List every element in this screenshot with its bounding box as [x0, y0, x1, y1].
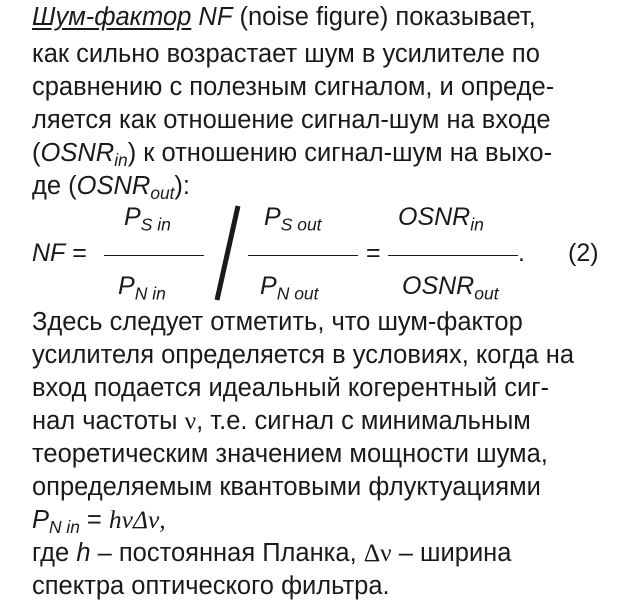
- subscript-n-out: N out: [276, 283, 319, 304]
- osnr-in-term: [40, 139, 128, 170]
- text-line-9: вход подается идеальный когерентный сиг-: [32, 374, 550, 402]
- text-fragment: где: [32, 539, 77, 567]
- text-line-2: как сильно возрастает шум в усилителе по: [32, 40, 540, 68]
- nf-equals: NF =: [32, 239, 87, 267]
- subscript-in: in: [114, 149, 128, 170]
- subscript-in: in: [470, 214, 484, 235]
- term-nf: NF: [198, 3, 233, 31]
- text-fragment: , т.е. сигнал с минимальным: [196, 407, 531, 435]
- power-symbol: P: [260, 272, 277, 300]
- equation-number: (2): [568, 239, 599, 267]
- text-line-10: [32, 406, 531, 436]
- power-symbol: P: [264, 203, 281, 231]
- osnr-label: OSNR: [402, 272, 475, 300]
- term-noise-factor: Шум-фактор: [32, 3, 192, 31]
- formula-line: [32, 505, 166, 542]
- text-fragment: – постоянная Планка,: [90, 539, 364, 567]
- equation-lhs: [32, 239, 86, 268]
- fraction-bar-2: [248, 255, 358, 256]
- text-line-8: усилителя определяется в условиях, когда на: [32, 341, 575, 369]
- power-symbol: P: [32, 506, 50, 534]
- equation-period: .: [518, 239, 525, 267]
- denominator-pn-in: [118, 272, 166, 304]
- frequency-symbol: ν: [184, 406, 197, 435]
- text-line-4: ляется как отношение сигнал-шум на входе: [32, 106, 551, 134]
- subscript-out: out: [150, 182, 175, 203]
- denominator-pn-out: [260, 272, 319, 304]
- fraction-bar-3: [388, 255, 518, 256]
- text-line-14: [32, 538, 511, 568]
- osnr-label: OSNR: [40, 139, 115, 167]
- text-line-3: сравнению с полезным сигналом, и опреде-: [32, 73, 555, 101]
- text-fragment: де (: [32, 172, 77, 200]
- power-symbol: P: [118, 272, 135, 300]
- osnr-label: OSNR: [76, 172, 151, 200]
- text-fragment: ):: [174, 172, 190, 200]
- subscript-s-out: S out: [280, 214, 322, 235]
- text-fragment: =: [79, 506, 109, 534]
- osnr-out-term: [76, 172, 175, 203]
- division-slash: [212, 203, 242, 303]
- numerator-ps-in: [124, 203, 171, 235]
- text-line-15: спектра оптического фильтра.: [32, 572, 390, 600]
- text-fragment: (: [32, 139, 41, 167]
- denominator-osnr-out: [402, 272, 499, 304]
- text-line-5: [32, 138, 552, 175]
- numerator-osnr-in: [398, 203, 484, 235]
- subscript-n-in: N in: [49, 516, 80, 537]
- text-fragment: (noise figure) показывает,: [232, 3, 536, 31]
- osnr-label: OSNR: [398, 203, 471, 231]
- bandwidth-symbol: Δν: [363, 538, 392, 567]
- power-symbol: P: [124, 203, 141, 231]
- subscript-out: out: [474, 283, 499, 304]
- text-line-1: [32, 2, 536, 32]
- text-line-12: определяемым квантовыми флуктуациями: [32, 473, 541, 501]
- text-line-11: теоретическим значением мощности шума,: [32, 440, 548, 468]
- subscript-n-in: N in: [134, 283, 166, 304]
- planck-symbol: h: [76, 539, 91, 567]
- equals-sign: =: [366, 239, 381, 267]
- formula-rhs: hνΔν,: [108, 505, 166, 534]
- fraction-bar-1: [104, 255, 204, 256]
- text-fragment: ) к отношению сигнал-шум на выхо-: [127, 139, 553, 167]
- text-fragment: нал частоты: [32, 407, 185, 435]
- subscript-s-in: S in: [140, 214, 171, 235]
- text-line-7: Здесь следует отметить, что шум-фактор: [32, 308, 523, 336]
- numerator-ps-out: [264, 203, 322, 235]
- text-fragment: – ширина: [391, 539, 512, 567]
